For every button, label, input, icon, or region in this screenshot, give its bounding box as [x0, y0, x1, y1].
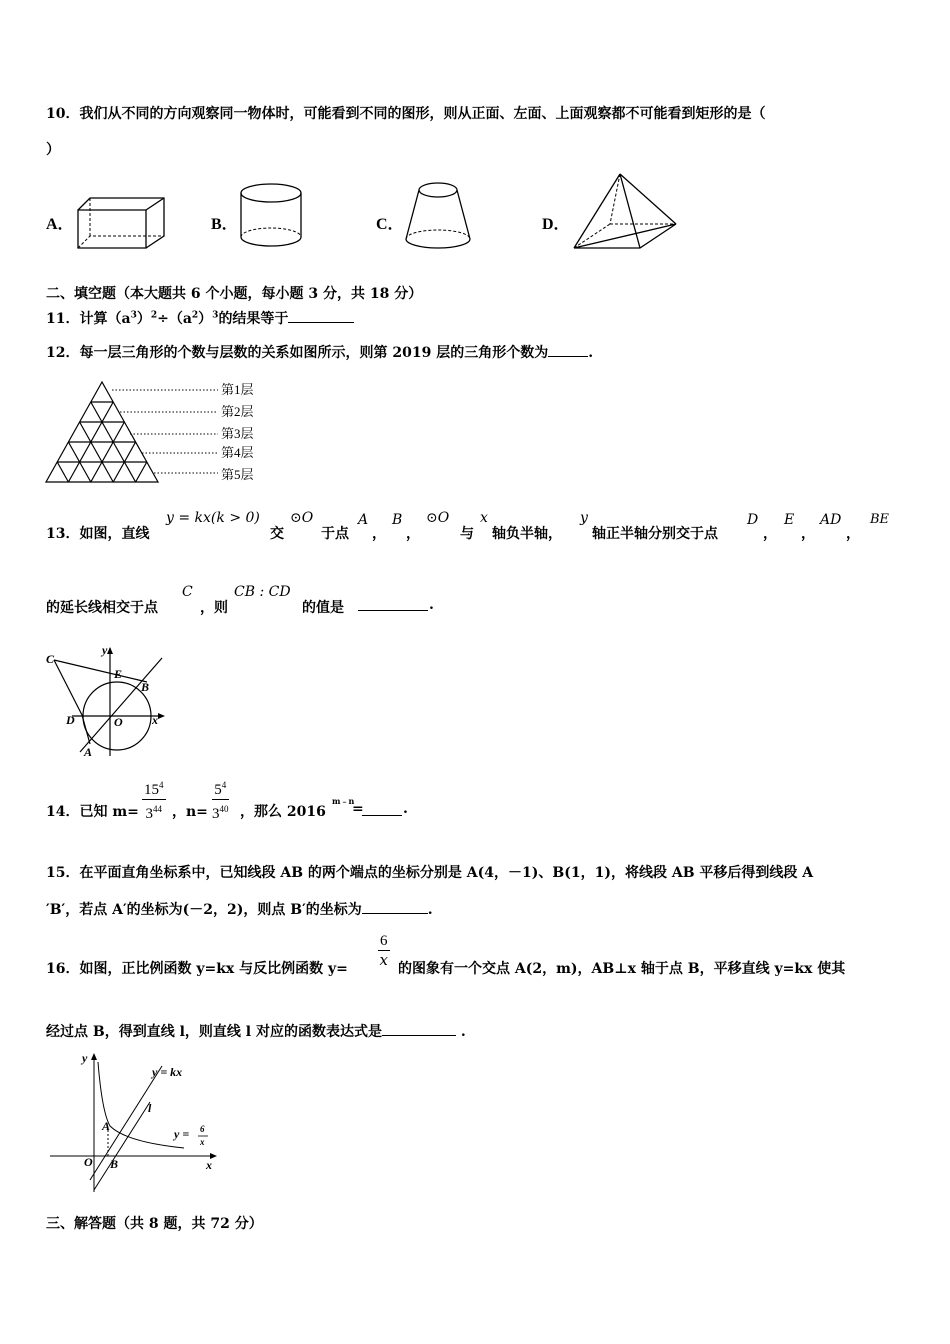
- n-fraction: $\frac{5^4}{3^{40}}$: [212, 776, 229, 823]
- label-a: A: [84, 745, 93, 759]
- q15-line1: 15．在平面直角坐标系中，已知线段 AB 的两个端点的坐标分别是 A(4，－1)、B(1，1)，将线段 AB 平移后得到线段 A: [46, 865, 814, 881]
- graph-label-y6: y =: [174, 1127, 190, 1141]
- label-y: y: [102, 643, 108, 657]
- q10-line1: 10．我们从不同的方向观察同一物体时，可能看到不同的图形，则从正面、左面、上面观察都不可能看到矩形的是（: [46, 106, 766, 122]
- floor-2-label: 第2层: [221, 404, 254, 419]
- circle-line-figure: [44, 643, 174, 760]
- frustum-figure: [402, 180, 474, 252]
- floor-5-label: 第5层: [221, 467, 254, 482]
- q11-answer-blank[interactable]: [288, 310, 354, 323]
- graph-label-b: B: [110, 1157, 119, 1171]
- floor-1-label: 第1层: [221, 382, 254, 397]
- cuboid-figure: [76, 196, 168, 250]
- q12: 12．每一层三角形的个数与层数的关系如图所示，则第 2019 层的三角形个数为 .: [46, 345, 594, 361]
- graph-label-xden: x: [200, 1137, 205, 1147]
- graph-label-x: x: [206, 1158, 212, 1172]
- q15-line2: ′B′，若点 A′的坐标为(－2，2)，则点 B′的坐标为 .: [46, 902, 433, 918]
- q16-answer-blank[interactable]: [382, 1023, 456, 1036]
- q12-answer-blank[interactable]: [548, 344, 588, 357]
- q14-answer-blank[interactable]: [362, 803, 402, 816]
- graph-label-six: 6: [200, 1124, 205, 1134]
- m-fraction: $\frac{15^4}{3^{44}}$: [142, 776, 166, 823]
- option-c-label: C．: [376, 216, 404, 233]
- option-b-label: B．: [211, 216, 238, 233]
- q15-answer-blank[interactable]: [362, 901, 428, 914]
- label-x: x: [152, 713, 158, 727]
- q13-answer-blank[interactable]: [358, 598, 428, 611]
- graph-label-o: O: [84, 1155, 93, 1169]
- label-e: E: [114, 667, 123, 681]
- graph-label-y: y: [82, 1051, 88, 1065]
- q10-line2: ）: [46, 142, 60, 158]
- q11: 11．计算$(a^3)^2\div(a^2)^3$的结果等于: [46, 308, 354, 328]
- section-3-heading: 三、解答题（共 8 题，共 72 分）: [46, 1216, 263, 1232]
- graph-label-ykx: y = kx: [152, 1065, 183, 1079]
- graph-label-a: A: [102, 1119, 111, 1133]
- triangle-layers-figure: [44, 380, 274, 488]
- floor-4-label: 第4层: [221, 445, 254, 460]
- pyramid-figure: [572, 172, 680, 252]
- option-a-label: A．: [46, 216, 74, 233]
- inverse-fraction: $\frac{6}{x}$: [379, 933, 388, 969]
- label-b: B: [141, 680, 150, 694]
- floor-3-label: 第3层: [221, 426, 254, 441]
- section-2-heading: 二、填空题（本大题共 6 个小题，每小题 3 分，共 18 分）: [46, 286, 423, 302]
- functions-graph-figure: [46, 1052, 222, 1196]
- cylinder-figure: [238, 182, 304, 250]
- label-d: D: [66, 713, 75, 727]
- q16-line2: 经过点 B，得到直线 l，则直线 l 对应的函数表达式是 .: [46, 1024, 466, 1040]
- option-d-label: D．: [542, 216, 570, 233]
- label-o: O: [114, 715, 123, 729]
- graph-label-l: l: [148, 1101, 152, 1115]
- label-c: C: [46, 652, 55, 666]
